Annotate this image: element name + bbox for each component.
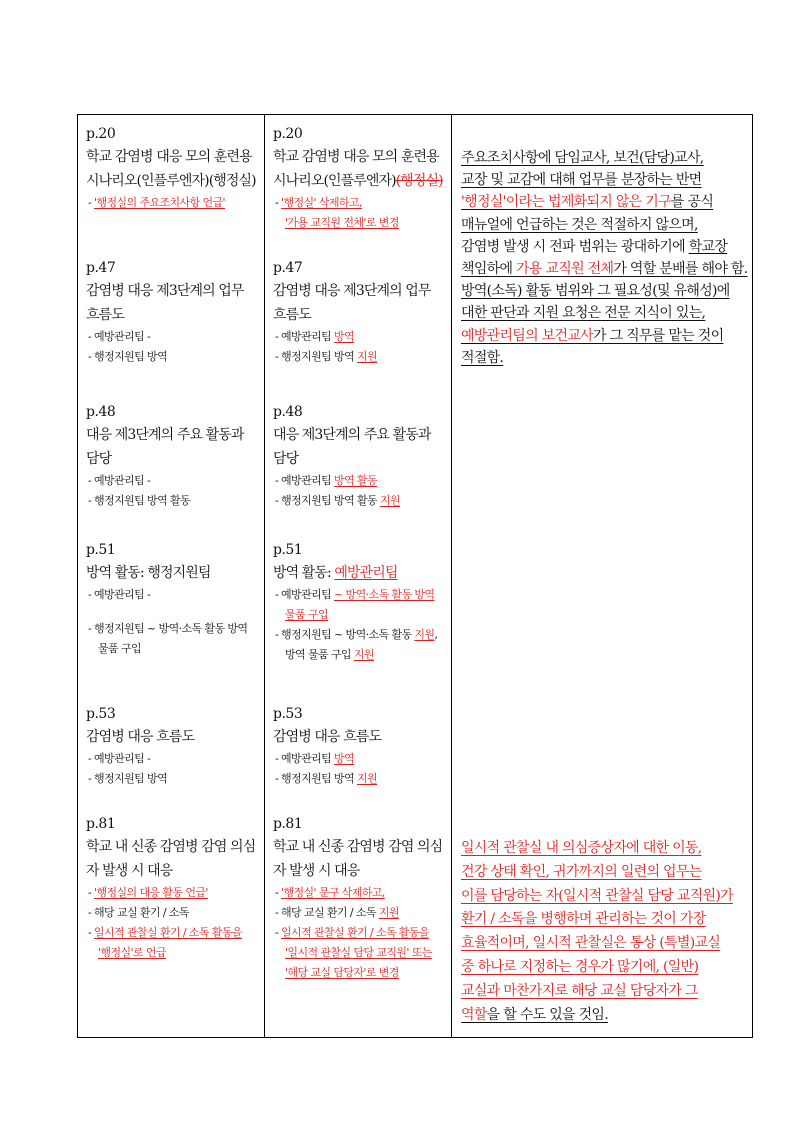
- page-ref: p.81: [273, 816, 303, 832]
- section-p20: [86, 123, 257, 257]
- section-title: 학교 내 신종 감염병 감염 의심자 발생 시 대응: [273, 839, 443, 879]
- list-item: - 해당 교실 환기 / 소독 지원: [275, 906, 399, 919]
- list-item: - 행정지원팀 방역 활동: [88, 494, 191, 507]
- list-item: - 예방관리팀 -: [88, 588, 151, 601]
- list-item: - '행정실' 삭제하고, '가용 교직원 전체'로 변경: [275, 196, 399, 229]
- section-p47: [86, 257, 257, 401]
- list-item: - 예방관리팀 -: [88, 474, 151, 487]
- page-ref: p.48: [86, 404, 116, 420]
- section-p47: [273, 257, 444, 401]
- page-ref: p.81: [86, 816, 116, 832]
- section-p53: [273, 703, 444, 813]
- list-item: - '행정실의 대응 활동 언급': [88, 886, 208, 899]
- list-item: - 예방관리팀 방역: [275, 752, 355, 765]
- list-item: - '행정실의 주요조치사항 언급': [88, 196, 225, 209]
- list-item: - 예방관리팀 -: [88, 330, 151, 343]
- section-title: 방역 활동: 행정지원팀: [86, 565, 211, 581]
- list-item: - 행정지원팀 방역 지원: [275, 350, 378, 363]
- page-ref: p.48: [273, 404, 303, 420]
- list-item: - 예방관리팀 방역: [275, 330, 355, 343]
- rationale-paragraph: 주요조치사항에 담임교사, 보건(담당)교사, 교장 및 교감에 대해 업무를 분장하는 반면 '행정실'이라는 법제화되지 않은 기구를 공식 매뉴얼에 언급하는 것은 적절하지 않으며, 감염병 발생 시 전파 범위는 광대하기에 학교장 책임하에 가용 교직원 전체가 역할 분배를 해야 함. 방역(소독) 활동 범위와 그 필요성(및 유해성)에 대한 판단과 지원 요청은 전문 지식이 있는, 예방관리팀의 보건교사가 그 직무를 맡는 것이 적절함.: [461, 150, 748, 366]
- section-title: 학교 감염병 대응 모의 훈련용 시나리오(인플루엔자)(행정실): [86, 149, 256, 189]
- list-item: - '행정실' 문구 삭제하고,: [275, 886, 385, 899]
- list-item: - 일시적 관찰실 환기 / 소독 활동을 '행정실'로 언급: [88, 926, 242, 959]
- section-title: 감염병 대응 흐름도: [86, 729, 195, 745]
- list-item: - 일시적 관찰실 환기 / 소독 활동을 '일시적 관찰실 담당 교직원' 또는 '해당 교실 담당자'로 변경: [275, 926, 432, 979]
- page-ref: p.51: [86, 542, 116, 558]
- section-p48: [86, 401, 257, 539]
- page-ref: p.53: [273, 706, 303, 722]
- page-ref: p.51: [273, 542, 303, 558]
- comparison-table: [77, 114, 753, 1038]
- list-item: - 행정지원팀 방역: [88, 350, 168, 363]
- page-ref: p.47: [86, 260, 116, 276]
- section-p51: [86, 539, 257, 703]
- list-item: - 행정지원팀 방역 지원: [275, 772, 378, 785]
- section-title: 감염병 대응 제3단계의 업무 흐름도: [86, 283, 244, 323]
- list-item: - 행정지원팀 방역: [88, 772, 168, 785]
- list-item: - 해당 교실 환기 / 소독: [88, 906, 189, 919]
- section-p81: [86, 813, 257, 963]
- page-ref: p.47: [273, 260, 303, 276]
- list-item: - 예방관리팀 -: [88, 752, 151, 765]
- page-ref: p.53: [86, 706, 116, 722]
- rationale-paragraph: 일시적 관찰실 내 의심증상자에 대한 이동, 건강 상태 확인, 귀가까지의 일련의 업무는 이를 담당하는 자(일시적 관찰실 담당 교직원)가 환기 / 소독을 병행하며 관리하는 것이 가장 효율적이며, 일시적 관찰실은 통상 (특별)교실 중 하나로 지정하는 경우가 많기에, (일반) 교실과 마찬가지로 해당 교실 담당자가 그 역할을 할 수도 있을 것임.: [461, 840, 733, 1023]
- section-p20: [273, 123, 444, 257]
- list-item: - 행정지원팀 ~ 방역·소독 활동 방역 물품 구입: [88, 622, 248, 655]
- section-title: 대응 제3단계의 주요 활동과 담당: [273, 427, 431, 467]
- section-p81: [273, 813, 444, 983]
- section-title: 학교 감염병 대응 모의 훈련용 시나리오(인플루엔자)(행정실): [273, 149, 443, 189]
- page-ref: p.20: [86, 126, 116, 142]
- original-column: [78, 115, 265, 1037]
- page-ref: p.20: [273, 126, 303, 142]
- revised-column: [265, 115, 452, 1037]
- section-title: 방역 활동: 예방관리팀: [273, 565, 398, 581]
- section-title: 대응 제3단계의 주요 활동과 담당: [86, 427, 244, 467]
- section-title: 감염병 대응 제3단계의 업무 흐름도: [273, 283, 431, 323]
- section-p51: [273, 539, 444, 703]
- rationale-column: [452, 115, 752, 1037]
- list-item: - 행정지원팀 방역 활동 지원: [275, 494, 400, 507]
- list-item: - 예방관리팀 ~ 방역·소독 활동 방역 물품 구입: [275, 588, 435, 621]
- list-item: - 행정지원팀 ~ 방역·소독 활동 지원, 방역 물품 구입 지원: [275, 628, 438, 661]
- section-title: 학교 내 신종 감염병 감염 의심자 발생 시 대응: [86, 839, 256, 879]
- list-item: - 예방관리팀 방역 활동: [275, 474, 378, 487]
- section-title: 감염병 대응 흐름도: [273, 729, 382, 745]
- section-p48: [273, 401, 444, 539]
- section-p53: [86, 703, 257, 813]
